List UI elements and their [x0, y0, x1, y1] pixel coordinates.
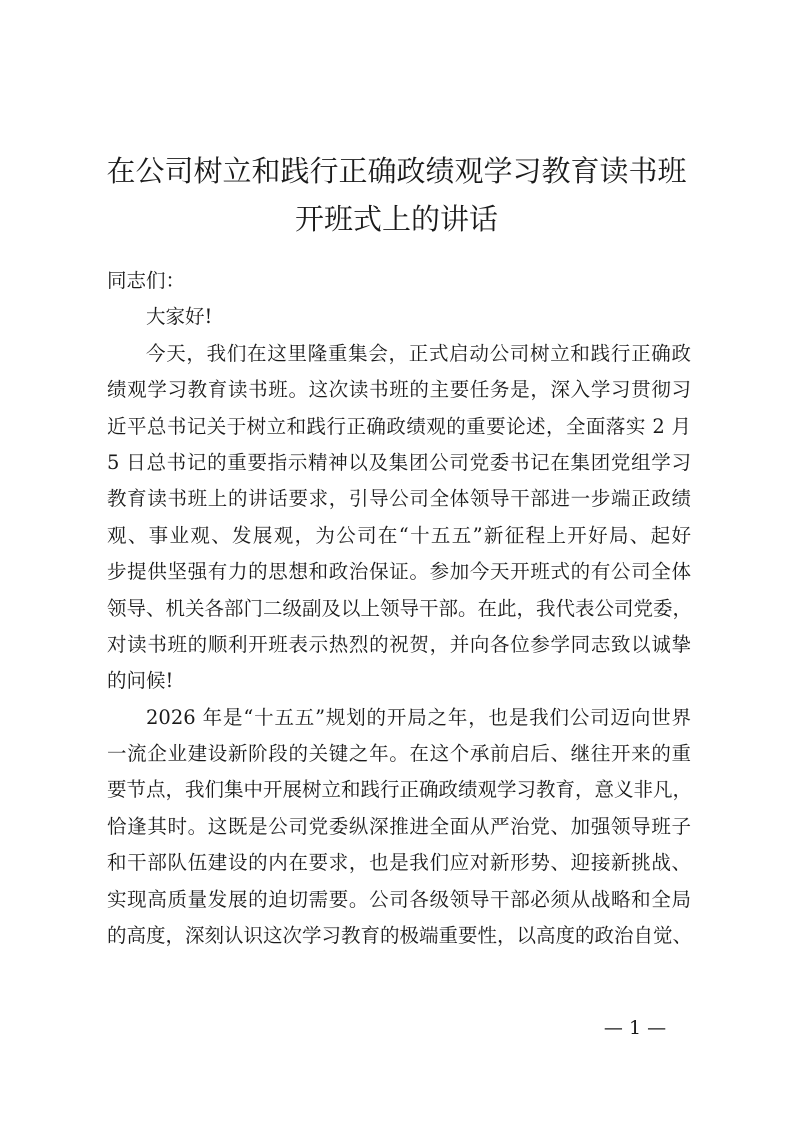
paragraph-2-line: 一流企业建设新阶段的关键之年。在这个承前启后、继往开来的重 [107, 742, 691, 766]
paragraph-2-line: 实现高质量发展的迫切需要。公司各级领导干部必须从战略和全局 [107, 887, 691, 911]
document-body [107, 263, 691, 954]
document-title-line-1: 在公司树立和践行正确政绩观学习教育读书班 [106, 154, 687, 188]
paragraph-2-line: 2026 年是“十五五”规划的开局之年，也是我们公司迈向世界 [146, 705, 691, 729]
paragraph-2-line: 的高度，深刻认识这次学习教育的极端重要性，以高度的政治自觉、 [107, 924, 693, 948]
paragraph-2-line: 要节点，我们集中开展树立和践行正确政绩观学习教育，意义非凡， [107, 778, 693, 802]
paragraph-1-line: 领导、机关各部门二级副及以上领导干部。在此，我代表公司党委， [107, 596, 693, 620]
paragraph-2-line: 和干部队伍建设的内在要求，也是我们应对新形势、迎接新挑战、 [107, 851, 691, 875]
paragraph-1-line: 5 日总书记的重要指示精神以及集团公司党委书记在集团党组学习 [107, 450, 691, 474]
document-title-line-2: 开班式上的讲话 [294, 202, 498, 236]
paragraph-1-line: 教育读书班上的讲话要求，引导公司全体领导干部进一步端正政绩 [107, 487, 691, 511]
paragraph-1-line: 观、事业观、发展观，为公司在“十五五”新征程上开好局、起好 [107, 523, 691, 547]
paragraph-1-line: 今天，我们在这里隆重集会，正式启动公司树立和践行正确政 [146, 341, 691, 365]
page-number: — 1 — [603, 1017, 667, 1039]
greeting: 大家好! [146, 305, 213, 329]
paragraph-1-line: 对读书班的顺利开班表示热烈的祝贺，并向各位参学同志致以诚挚 [107, 632, 691, 656]
paragraph-2-line: 恰逢其时。这既是公司党委纵深推进全面从严治党、加强领导班子 [107, 814, 691, 838]
paragraph-1-line: 步提供坚强有力的思想和政治保证。参加今天开班式的有公司全体 [107, 560, 691, 584]
paragraph-1-line: 近平总书记关于树立和践行正确政绩观的重要论述，全面落实 2 月 [107, 414, 691, 438]
paragraph-1-line: 绩观学习教育读书班。这次读书班的主要任务是，深入学习贯彻习 [107, 378, 691, 402]
paragraph-1-line: 的问候! [107, 669, 174, 693]
salutation: 同志们： [107, 269, 186, 292]
